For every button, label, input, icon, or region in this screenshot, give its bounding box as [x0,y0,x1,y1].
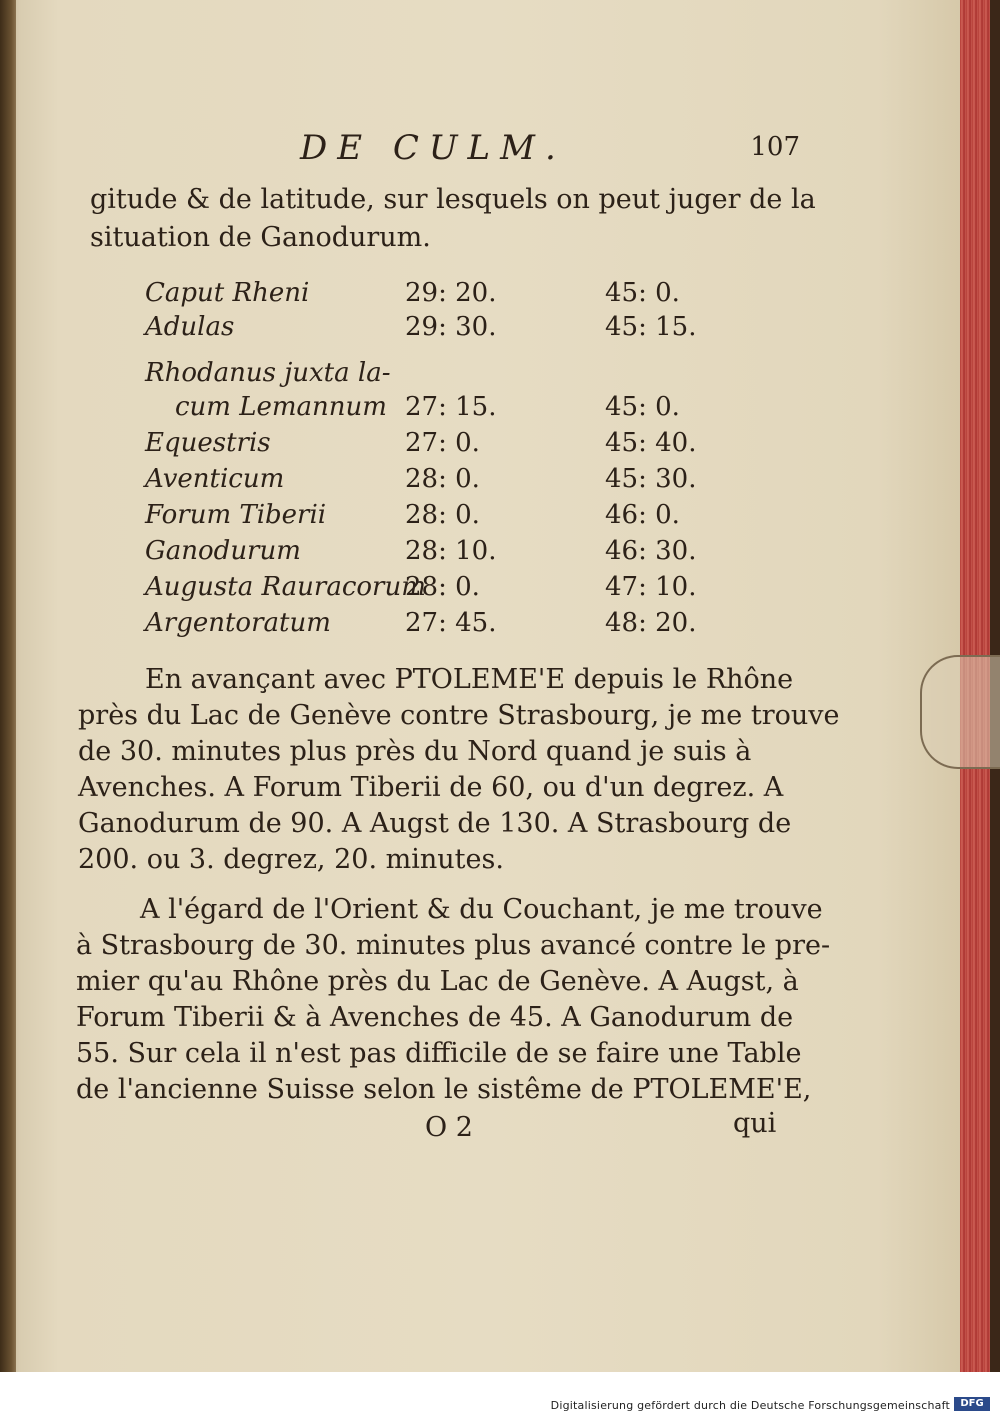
paragraph-2-line: mier qu'au Rhône près du Lac de Genève. A Augst, à [76,966,799,997]
longitude-value: 28: 0. [405,464,480,494]
catchword: qui [733,1108,777,1139]
paragraph-1-line: En avançant avec PTOLEME'E depuis le Rhône [145,664,794,695]
latitude-value: 46: 0. [605,500,680,530]
longitude-value: 28: 0. [405,572,480,602]
place-name: Equestris [145,428,271,458]
place-name: Argentoratum [145,608,331,638]
paragraph-2-line: à Strasbourg de 30. minutes plus avancé contre le pre- [76,930,831,961]
paragraph-1-line: 200. ou 3. degrez, 20. minutes. [78,844,504,875]
place-name: Augusta Rauracorum [145,572,426,602]
paragraph-1-line: de 30. minutes plus près du Nord quand je suis à [78,736,752,767]
table-row [145,278,785,312]
longitude-value: 28: 10. [405,536,497,566]
place-name: cum Lemannum [175,392,387,422]
paragraph-2-line: Forum Tiberii & à Avenches de 45. A Ganodurum de [76,1002,794,1033]
table-row [145,536,785,570]
latitude-value: 45: 15. [605,312,697,342]
book-cover-edge [0,0,16,1372]
table-row [145,392,785,426]
page-tab-marker [920,655,1000,769]
table-row [145,572,785,606]
longitude-value: 28: 0. [405,500,480,530]
page-number: 107 [750,132,800,162]
place-name: Adulas [145,312,235,342]
digitization-credit: Digitalisierung gefördert durch die Deutsche Forschungsgemeinschaft [550,1399,950,1412]
table-row [145,500,785,534]
intro-line-2: situation de Ganodurum. [90,222,431,253]
place-name: Rhodanus juxta la- [145,358,391,388]
viewer-footer [0,1372,1000,1422]
paragraph-2-line: de l'ancienne Suisse selon le sistême de PTOLEME'E, [76,1074,812,1105]
longitude-value: 27: 15. [405,392,497,422]
place-name: Aventicum [145,464,285,494]
latitude-value: 45: 40. [605,428,697,458]
page-header [300,128,800,172]
place-name: Caput Rheni [145,278,310,308]
latitude-value: 45: 30. [605,464,697,494]
latitude-value: 47: 10. [605,572,697,602]
table-row [145,428,785,462]
place-name: Forum Tiberii [145,500,327,530]
longitude-value: 29: 20. [405,278,497,308]
latitude-value: 46: 30. [605,536,697,566]
table-row [145,608,785,642]
place-name: Ganodurum [145,536,301,566]
latitude-value: 48: 20. [605,608,697,638]
paragraph-2-line: 55. Sur cela il n'est pas difficile de se faire une Table [76,1038,802,1069]
signature-mark: O 2 [425,1112,473,1143]
paragraph-1-line: près du Lac de Genève contre Strasbourg, je me trouve [78,700,840,731]
paragraph-1-line: Avenches. A Forum Tiberii de 60, ou d'un degrez. A [78,772,784,803]
longitude-value: 27: 0. [405,428,480,458]
longitude-value: 29: 30. [405,312,497,342]
latitude-value: 45: 0. [605,392,680,422]
table-row [145,358,785,392]
paragraph-2-line: A l'égard de l'Orient & du Couchant, je me trouve [140,894,823,925]
table-row [145,464,785,498]
table-row [145,312,785,346]
latitude-value: 45: 0. [605,278,680,308]
dfg-logo-icon: DFG [954,1397,990,1411]
paragraph-1-line: Ganodurum de 90. A Augst de 130. A Strasbourg de [78,808,792,839]
intro-line-1: gitude & de latitude, sur lesquels on peut juger de la [90,184,816,215]
running-head: DE CULM. [300,128,566,168]
longitude-value: 27: 45. [405,608,497,638]
